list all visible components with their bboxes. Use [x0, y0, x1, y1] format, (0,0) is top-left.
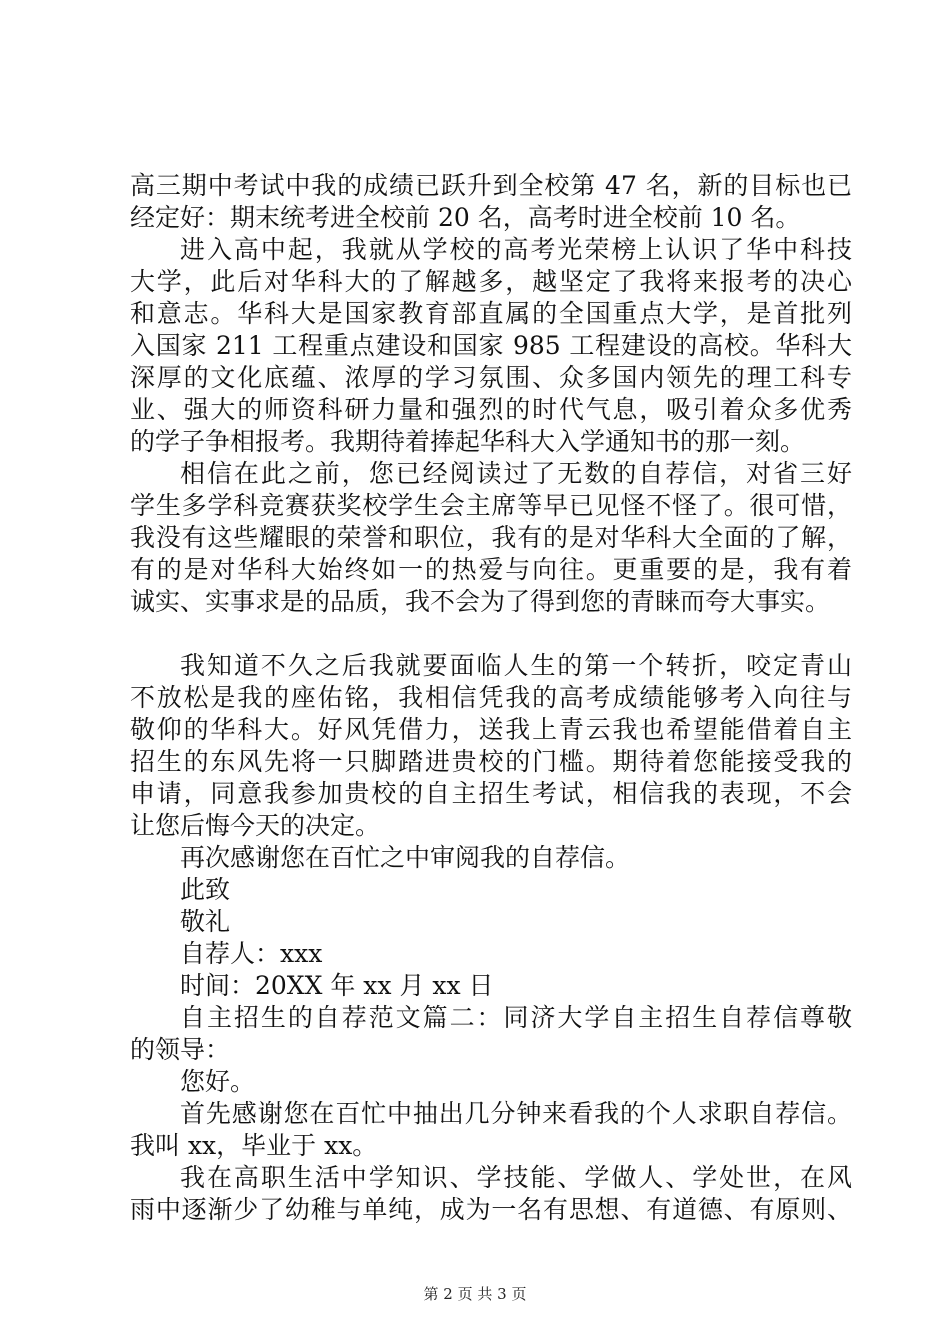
section-title-line: 的领导： — [130, 1035, 231, 1064]
date-line: 时间：20XX 年 xx 月 xx 日 — [180, 971, 494, 1000]
text-line: 诚实、实事求是的品质，我不会为了得到您的青睐而夸大事实。 — [130, 587, 831, 616]
text-line: 让您后悔今天的决定。 — [130, 811, 381, 840]
text-line: 招生的东风先将一只脚踏进贵校的门槛。期待着您能接受我的 — [130, 747, 852, 776]
page-number-footer: 第 2 页 共 3 页 — [423, 1285, 527, 1303]
text-line: 进入高中起，我就从学校的高考光荣榜上认识了华中科技 — [180, 235, 852, 264]
text-line: 再次感谢您在百忙之中审阅我的自荐信。 — [180, 843, 631, 872]
text-line: 经定好：期末统考进全校前 20 名，高考时进全校前 10 名。 — [130, 203, 801, 232]
text-line: 的学子争相报考。我期待着捧起华科大入学通知书的那一刻。 — [130, 427, 806, 456]
signature-line: 自荐人：xxx — [180, 939, 323, 968]
text-line: 和意志。华科大是国家教育部直属的全国重点大学，是首批列 — [130, 299, 852, 328]
greeting: 您好。 — [180, 1067, 256, 1096]
text-line: 我叫 xx，毕业于 xx。 — [130, 1131, 378, 1160]
text-line: 相信在此之前，您已经阅读过了无数的自荐信，对省三好 — [180, 459, 852, 488]
text-line: 我知道不久之后我就要面临人生的第一个转折，咬定青山 — [180, 651, 852, 680]
text-line: 我在高职生活中学知识、学技能、学做人、学处世，在风 — [180, 1163, 852, 1192]
text-line: 入国家 211 工程重点建设和国家 985 工程建设的高校。华科大 — [130, 331, 852, 360]
text-line: 申请，同意我参加贵校的自主招生考试，相信我的表现，不会 — [130, 779, 852, 808]
document-body — [130, 170, 852, 1226]
text-line: 大学，此后对华科大的了解越多，越坚定了我将来报考的决心 — [130, 267, 852, 296]
closing-salutation: 此致 — [180, 875, 231, 904]
section-title-line: 自主招生的自荐范文篇二：同济大学自主招生自荐信尊敬 — [180, 1003, 852, 1032]
paragraph-gap — [130, 618, 852, 650]
text-line: 学生多学科竞赛获奖校学生会主席等早已见怪不怪了。很可惜， — [130, 491, 852, 520]
text-line: 首先感谢您在百忙中抽出几分钟来看我的个人求职自荐信。 — [180, 1099, 852, 1128]
text-line: 业、强大的师资科研力量和强烈的时代气息，吸引着众多优秀 — [130, 395, 852, 424]
text-line: 敬仰的华科大。好风凭借力，送我上青云我也希望能借着自主 — [130, 715, 852, 744]
text-line: 高三期中考试中我的成绩已跃升到全校第 47 名，新的目标也已 — [130, 171, 852, 200]
text-line: 有的是对华科大始终如一的热爱与向往。更重要的是，我有着 — [130, 555, 852, 584]
text-line: 雨中逐渐少了幼稚与单纯，成为一名有思想、有道德、有原则、 — [130, 1195, 852, 1224]
text-line: 不放松是我的座佑铭，我相信凭我的高考成绩能够考入向往与 — [130, 683, 852, 712]
text-line: 深厚的文化底蕴、浓厚的学习氛围、众多国内领先的理工科专 — [130, 363, 852, 392]
closing-salutation: 敬礼 — [180, 907, 231, 936]
text-line: 我没有这些耀眼的荣誉和职位，我有的是对华科大全面的了解， — [130, 523, 852, 552]
